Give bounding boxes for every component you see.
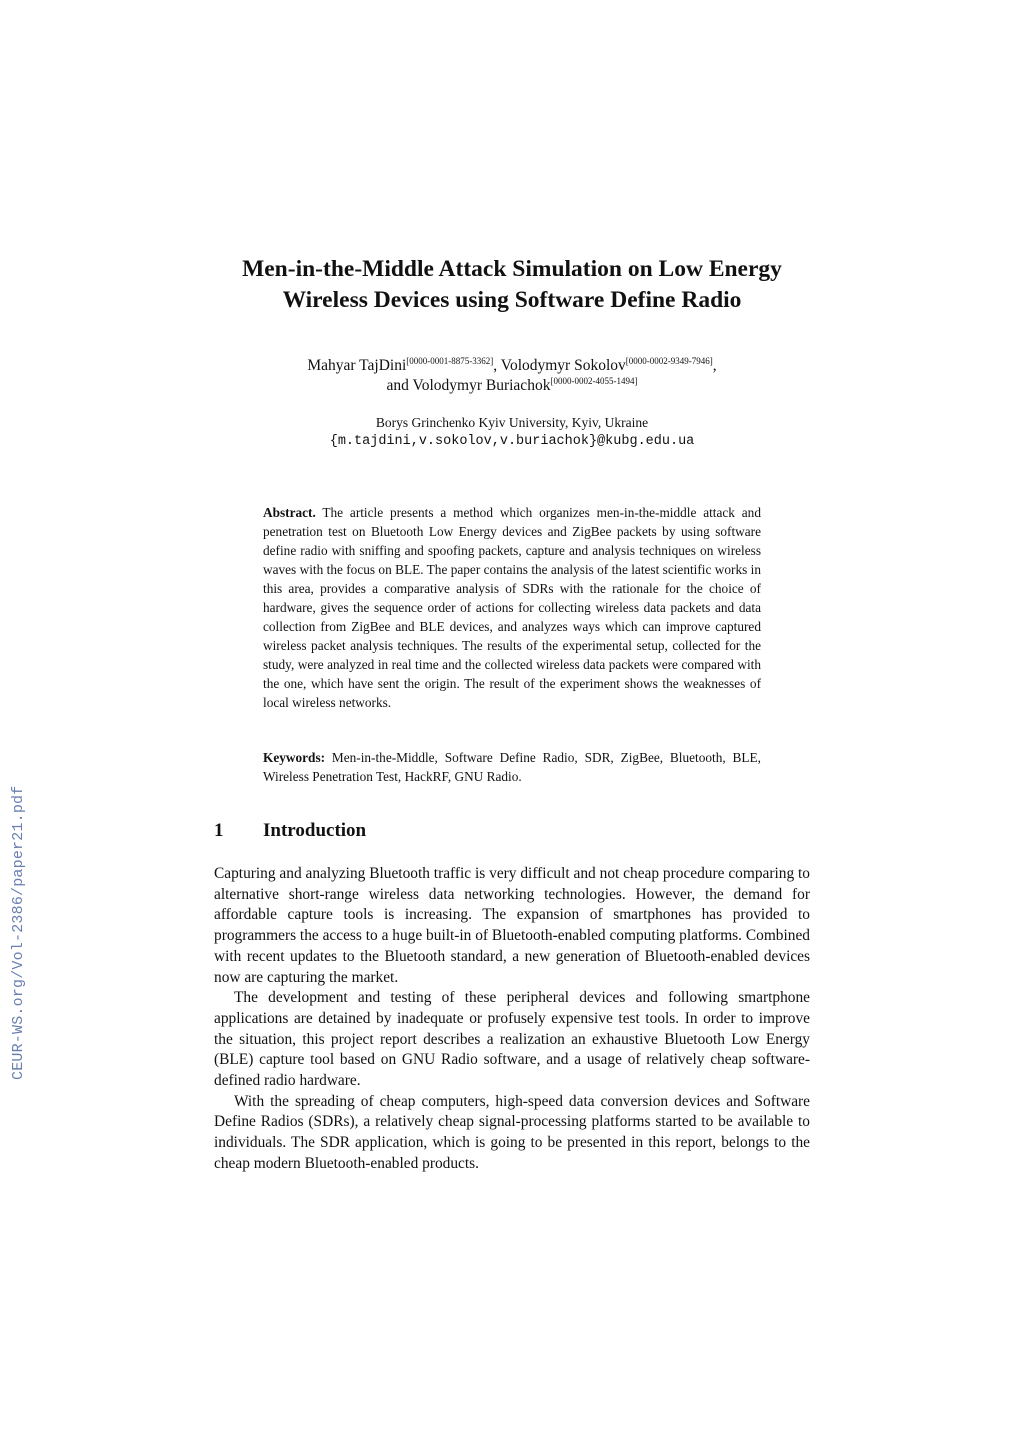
abstract — [263, 503, 761, 712]
section-title: Introduction — [263, 820, 367, 841]
affiliation-block — [160, 413, 864, 451]
author-conjunction: and — [386, 377, 413, 394]
author-orcid: [0000-0001-8875-3362] — [406, 356, 494, 366]
author-separator: , — [493, 357, 501, 374]
title-line-1: Men-in-the-Middle Attack Simulation on Low Energy — [242, 256, 782, 282]
author-list — [160, 356, 864, 396]
author-name: Volodymyr Buriachok — [412, 377, 551, 394]
section-number: 1 — [214, 820, 224, 841]
title-line-2: Wireless Devices using Software Define Radio — [282, 287, 742, 313]
author-separator: , — [712, 357, 717, 374]
keywords-text: Men-in-the-Middle, Software Define Radio, SDR, ZigBee, Bluetooth, BLE, Wireless Penetration Test, HackRF, GNU Radio. — [263, 750, 761, 784]
author-emails: {m.tajdini,v.sokolov,v.buriachok}@kubg.edu.ua — [329, 434, 695, 449]
author-line-2 — [160, 376, 864, 396]
paragraph: The development and testing of these peripheral devices and following smartphone applications are detained by inadequate or profusely expensive test tools. In order to improve the situation, this project report describes a realization an exhaustive Bluetooth Low Energy (BLE) capture tool based on GNU Radio software, and a usage of relatively cheap software-defined radio hardware. — [214, 989, 810, 1090]
abstract-label: Abstract. — [263, 505, 316, 520]
author-orcid: [0000-0002-9349-7946] — [625, 356, 713, 366]
section-heading — [214, 818, 366, 844]
section-body — [214, 864, 810, 1175]
author-line-1 — [160, 356, 864, 376]
paper-title — [160, 254, 864, 316]
author-name: Mahyar TajDini — [307, 357, 407, 374]
author-orcid: [0000-0002-4055-1494] — [550, 376, 638, 386]
author-name: Volodymyr Sokolov — [500, 357, 626, 374]
keywords — [263, 748, 761, 786]
paragraph: Capturing and analyzing Bluetooth traffic is very difficult and not cheap procedure comparing to alternative short-range wireless data networking technologies. However, the demand for affordable capture tools is increasing. The expansion of smartphones has provided to programmers the access to a huge built-in of Bluetooth-enabled computing platforms. Combined with recent updates to the Bluetooth standard, a new generation of Bluetooth-enabled devices now are capturing the market. — [214, 865, 810, 986]
side-stamp[interactable]: CEUR-WS.org/Vol-2386/paper21.pdf — [10, 785, 27, 1080]
abstract-text: The article presents a method which organizes men-in-the-middle attack and penetration test on Bluetooth Low Energy devices and ZigBee packets by using software define radio with sniffing and spoofing packets, capture and analysis techniques on wireless waves with the focus on BLE. The paper contains the analysis of the latest scientific works in this area, provides a comparative analysis of SDRs with the rationale for the choice of hardware, gives the sequence order of actions for collecting wireless data packets and data collection from ZigBee and BLE devices, and analyzes ways which can improve captured wireless packet analysis techniques. The results of the experimental setup, collected for the study, were analyzed in real time and the collected wireless data packets were compared with the one, which have sent the origin. The result of the experiment shows the weaknesses of local wireless networks. — [263, 505, 761, 710]
paragraph: With the spreading of cheap computers, high-speed data conversion devices and Software Define Radios (SDRs), a relatively cheap signal-processing platforms started to be available to individuals. The SDR application, which is going to be presented in this report, belongs to the cheap modern Bluetooth-enabled products. — [214, 1092, 810, 1172]
keywords-label: Keywords: — [263, 750, 326, 765]
affiliation: Borys Grinchenko Kyiv University, Kyiv, Ukraine — [375, 415, 649, 430]
